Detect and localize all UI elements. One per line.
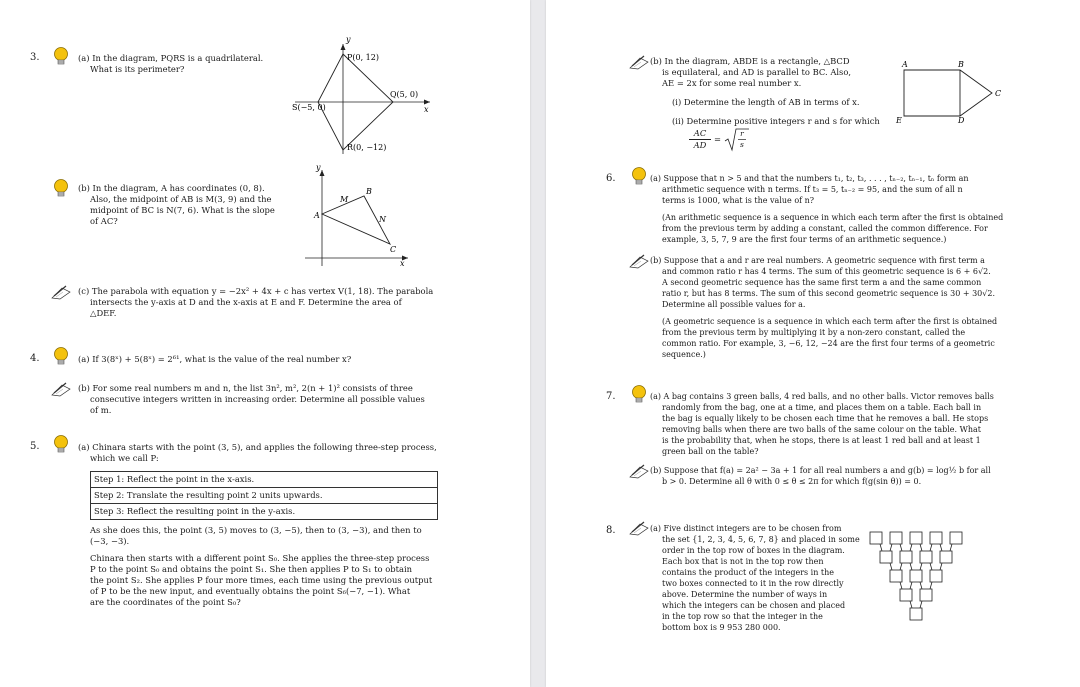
q7a-text-line4: removing balls when there are two balls of the same colour on the table. What	[662, 425, 981, 434]
point-label-s: S(−5, 0)	[292, 103, 326, 112]
pyramid-connector	[900, 544, 902, 551]
pyramid-box	[920, 589, 932, 601]
pyramid-box	[880, 551, 892, 563]
q6b-text-line1: (b) Suppose that a and r are real numbers. A geometric sequence with first term a	[650, 256, 985, 265]
q7b-text-line1: (b) Suppose that f(a) = 2a² − 3a + 1 for all real numbers a and g(b) = log½ b for all	[650, 466, 991, 475]
lightbulb-icon	[50, 434, 72, 456]
point-label-c: C	[390, 245, 397, 254]
q3c-text-line3: △DEF.	[90, 308, 117, 318]
q4b-text-line3: of m.	[90, 405, 112, 415]
process-steps-box	[90, 471, 438, 520]
q4b-text-line2: consecutive integers written in increasing order. Determine all possible values	[90, 394, 425, 404]
q3b-text-line3: midpoint of BC is N(7, 6). What is the slope	[90, 205, 275, 215]
q6a-text-line2: arithmetic sequence with n terms. If t₃ = 5, tₙ₋₂ = 95, and the sum of all n	[662, 185, 963, 194]
lightbulb-icon	[50, 178, 72, 200]
q5a-para2-line4: of P to be the new input, and eventually obtains the point S₆(−7, −1). What	[90, 586, 411, 596]
q5a-text-line1: (a) Chinara starts with the point (3, 5), and applies the following three-step process,	[78, 442, 437, 452]
q6b-note-line2: from the previous term by multiplying it by a non-zero constant, called the	[662, 328, 966, 337]
q5a-para2-line2: P to the point S₀ and obtains the point S₁. She then applies P to S₁ to obtain	[90, 564, 413, 574]
q3b-triangle-diagram	[300, 162, 410, 270]
pyramid-connector	[910, 544, 912, 551]
question-number-4: 4.	[30, 353, 40, 364]
axis-label-y: y	[346, 35, 351, 44]
question-number-5: 5.	[30, 441, 40, 452]
question-number-3: 3.	[30, 52, 40, 63]
q5a-para2-line3: the point S₂. She applies P four more times, each time using the previous output	[90, 575, 433, 585]
pyramid-connector	[910, 601, 912, 608]
fraction-numerator: AC	[693, 128, 707, 138]
q8a-text-line4: Each box that is not in the top row then	[662, 557, 824, 566]
point-label-a: A	[902, 60, 908, 69]
sqrt-symbol	[724, 128, 750, 152]
step-1: Step 1: Reflect the point in the x-axis.	[91, 472, 437, 488]
pyramid-connector	[910, 582, 912, 589]
pyramid-connector	[930, 544, 932, 551]
pyramid-connector	[920, 601, 922, 608]
step-2: Step 2: Translate the resulting point 2 units upwards.	[91, 488, 437, 504]
pyramid-box	[890, 532, 902, 544]
q8a-text-line7: above. Determine the number of ways in	[662, 590, 828, 599]
q3a-text-line2: What is its perimeter?	[90, 64, 185, 74]
step-3: Step 3: Reflect the resulting point in the y-axis.	[94, 506, 296, 516]
q4b-text-line1: (b) For some real numbers m and n, the list 3n², m², 2(n + 1)² consists of three	[78, 383, 413, 393]
q3b-text-line2: Also, the midpoint of AB is M(3, 9) and the	[90, 194, 272, 204]
lightbulb-icon	[628, 384, 650, 406]
q3a-text-line1: (a) In the diagram, PQRS is a quadrilateral.	[78, 53, 264, 63]
q3a-quadrilateral-diagram	[290, 34, 440, 159]
q8a-text-line1: (a) Five distinct integers are to be chosen from	[650, 524, 842, 533]
q6a-text-line3: terms is 1000, what is the value of n?	[662, 196, 815, 205]
fraction-denominator: AD	[693, 140, 707, 150]
q7a-text-line2: randomly from the bag, one at a time, and places them on a table. Each ball in	[662, 403, 982, 412]
axis-label-x: x	[400, 259, 405, 268]
lightbulb-icon	[50, 346, 72, 368]
pyramid-connector	[920, 544, 922, 551]
point-label-d: D	[958, 116, 965, 124]
q5a-para2-line1: Chinara then starts with a different point S₀. She applies the three-step process	[90, 553, 430, 563]
q6b-note-line1: (A geometric sequence is a sequence in which each term after the first is obtained	[662, 317, 998, 326]
pyramid-connector	[940, 563, 942, 570]
q5a-para1-line2: (−3, −3).	[90, 536, 130, 546]
pyramid-box	[900, 589, 912, 601]
point-label-q: Q(5, 0)	[390, 90, 419, 99]
pyramid-connector	[900, 563, 902, 570]
q5a-text-line2: which we call P:	[90, 453, 159, 463]
point-label-r: R(0, −12)	[347, 143, 387, 152]
left-page	[0, 0, 530, 687]
pencil-paper-icon	[50, 284, 72, 300]
point-label-e: E	[896, 116, 902, 124]
q7a-text-line5: is the probability that, when he stops, there is at least 1 red ball and at least 1	[662, 436, 981, 445]
q5a-para2-line5: are the coordinates of the point S₀?	[90, 597, 241, 607]
q6a-note-line3: example, 3, 5, 7, 9 are the first four terms of an arithmetic sequence.)	[662, 235, 947, 244]
q6a-note-line2: from the previous term by adding a constant, called the common difference. For	[662, 224, 988, 233]
q3b-text-line4: of AC?	[90, 216, 118, 226]
pencil-paper-icon	[628, 253, 650, 269]
q7a-text-line1: (a) A bag contains 3 green balls, 4 red balls, and no other balls. Victor removes balls	[650, 392, 994, 401]
q5b-part-ii: (ii) Determine positive integers r and s for which	[672, 116, 880, 126]
q7b-text-line2: b > 0. Determine all θ with 0 ≤ θ ≤ 2π for which f(g(sin θ)) = 0.	[662, 477, 922, 486]
pyramid-box	[940, 551, 952, 563]
q5b-part-i: (i) Determine the length of AB in terms of x.	[672, 97, 860, 107]
point-label-p: P(0, 12)	[347, 53, 379, 62]
pyramid-connector	[950, 544, 952, 551]
pyramid-connector	[930, 563, 932, 570]
pencil-paper-icon	[628, 463, 650, 479]
q8a-text-line10: bottom box is 9 953 280 000.	[662, 623, 781, 632]
q3c-text-line2: intersects the y-axis at D and the x-axis at E and F. Determine the area of	[90, 297, 402, 307]
q8a-text-line5: contains the product of the integers in the	[662, 568, 835, 577]
pyramid-connector	[880, 544, 882, 551]
q5a-para1-line1: As she does this, the point (3, 5) moves to (3, −5), then to (3, −3), and then to	[90, 525, 422, 535]
q6b-text-line5: Determine all possible values for a.	[662, 300, 806, 309]
sqrt-denominator: s	[740, 140, 744, 149]
pyramid-box	[930, 570, 942, 582]
q6a-note-line1: (An arithmetic sequence is a sequence in which each term after the first is obtained	[662, 213, 1004, 222]
pyramid-connector	[930, 582, 932, 589]
pencil-paper-icon	[628, 520, 650, 536]
axis-label-x: x	[424, 105, 429, 114]
pyramid-box	[950, 532, 962, 544]
q8a-text-line3: order in the top row of boxes in the diagram.	[662, 546, 845, 555]
pyramid-connector	[900, 582, 902, 589]
pencil-paper-icon	[628, 54, 650, 70]
point-label-n: N	[379, 215, 386, 224]
question-number-7: 7.	[606, 391, 616, 402]
question-number-6: 6.	[606, 173, 616, 184]
pyramid-box	[910, 570, 922, 582]
pyramid-box	[900, 551, 912, 563]
point-label-b: B	[958, 60, 964, 69]
q8a-text-line9: in the top row so that the integer in the	[662, 612, 823, 621]
pyramid-box	[910, 532, 922, 544]
q6b-text-line2: and common ratio r has 4 terms. The sum of this geometric sequence is 6 + 6√2.	[662, 267, 991, 276]
pyramid-box	[920, 551, 932, 563]
point-label-a: A	[314, 211, 320, 220]
question-number-8: 8.	[606, 525, 616, 536]
pyramid-box	[870, 532, 882, 544]
q7a-text-line6: green ball on the table?	[662, 447, 759, 456]
q5b-rectangle-triangle-diagram	[894, 58, 1014, 124]
point-label-b: B	[366, 187, 372, 196]
point-label-c: C	[995, 89, 1002, 98]
pyramid-connector	[940, 544, 942, 551]
pyramid-box	[890, 570, 902, 582]
q4a-text: (a) If 3(8ˣ) + 5(8ˣ) = 2⁶¹, what is the value of the real number x?	[78, 354, 352, 364]
pyramid-connector	[890, 563, 892, 570]
q8a-text-line2: the set {1, 2, 3, 4, 5, 6, 7, 8} and placed in some	[662, 535, 860, 544]
equals-sign: =	[714, 134, 722, 144]
q3c-text-line1: (c) The parabola with equation y = −2x² + 4x + c has vertex V(1, 18). The parabola	[78, 286, 434, 296]
q7a-text-line3: the bag is equally likely to be chosen each time that he removes a ball. He stops	[662, 414, 989, 423]
q6b-note-line3: common ratio. For example, 3, −6, 12, −24 are the first four terms of a geometric	[662, 339, 995, 348]
pencil-paper-icon	[50, 381, 72, 397]
pyramid-connector	[910, 563, 912, 570]
q6b-text-line4: ratio r, but has 8 terms. The sum of this second geometric sequence is 30 + 30√2.	[662, 289, 995, 298]
pyramid-connector	[920, 563, 922, 570]
pyramid-box	[930, 532, 942, 544]
q5b-text-line1: (b) In the diagram, ABDE is a rectangle, △BCD	[650, 56, 850, 66]
point-label-m: M	[340, 195, 349, 204]
sqrt-numerator: r	[740, 129, 744, 138]
axis-label-y: y	[316, 163, 321, 172]
q6b-note-line4: sequence.)	[662, 350, 706, 359]
q8a-text-line6: two boxes connected to it in the row directly	[662, 579, 844, 588]
q6a-text-line1: (a) Suppose that n > 5 and that the numbers t₁, t₂, t₃, . . . , tₙ₋₂, tₙ₋₁, tₙ form an	[650, 174, 969, 183]
pyramid-connector	[890, 544, 892, 551]
q8a-text-line8: which the integers can be chosen and placed	[662, 601, 846, 610]
lightbulb-icon	[50, 46, 72, 68]
q5b-text-line3: AE = 2x for some real number x.	[662, 78, 802, 88]
right-page	[546, 0, 1080, 687]
q3b-text-line1: (b) In the diagram, A has coordinates (0, 8).	[78, 183, 265, 193]
pyramid-connector	[920, 582, 922, 589]
q5b-text-line2: is equilateral, and AD is parallel to BC. Also,	[662, 67, 852, 77]
lightbulb-icon	[628, 166, 650, 188]
pyramid-box	[910, 608, 922, 620]
q6b-text-line3: A second geometric sequence has the same first term a and the same common	[662, 278, 982, 287]
q8-box-pyramid-diagram	[868, 530, 972, 628]
